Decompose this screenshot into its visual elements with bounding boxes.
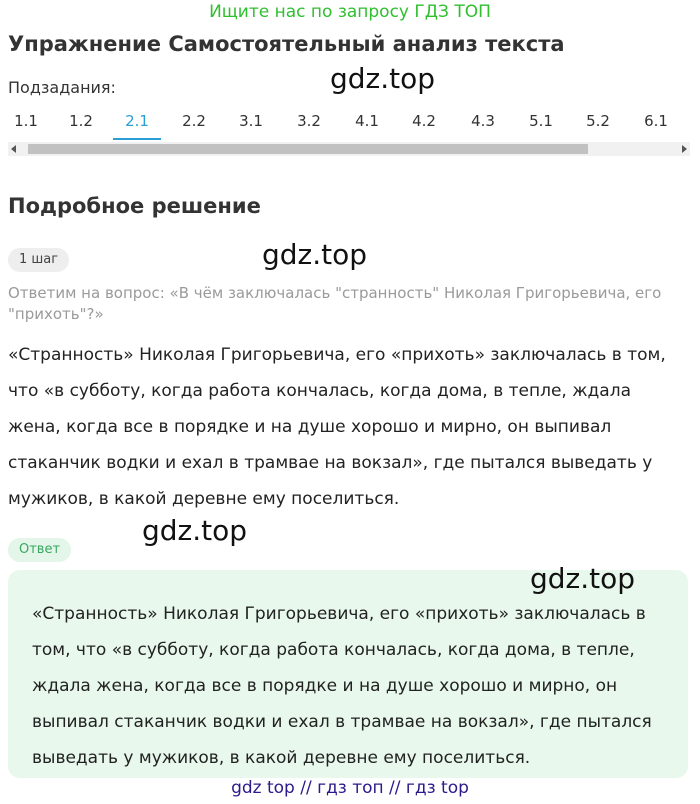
watermark: gdz.top	[530, 562, 636, 595]
search-banner: Ищите нас по запросу ГДЗ ТОП	[209, 2, 491, 22]
tab-6-1[interactable]: 6.1	[644, 112, 668, 130]
question-text: Ответим на вопрос: «В чём заключалась "странность" Николая Григорьевича, его "прихоть"?»	[8, 284, 662, 323]
answer-box	[8, 570, 688, 778]
tab-2-2[interactable]: 2.2	[182, 112, 206, 130]
scroll-right-icon[interactable]	[682, 145, 687, 153]
tab-3-2[interactable]: 3.2	[297, 112, 321, 130]
scroll-thumb[interactable]	[28, 144, 588, 154]
tab-5-2[interactable]: 5.2	[586, 112, 610, 130]
tab-4-1[interactable]: 4.1	[355, 112, 379, 130]
watermark: gdz.top	[142, 514, 248, 547]
answer-text: «Странность» Николая Григорьевича, его «прихоть» заключалась в том, что «в субботу, когда работа кончалась, когда дома, в тепле, ждала жена, когда все в порядке и на душе хорошо и мирно, он выпивал стаканчик водки и ехал в трамвае на вокзал», где пытался выведать у мужиков, в какой деревне ему поселиться.	[32, 604, 652, 768]
subtask-tabs	[0, 110, 700, 140]
tabs-scrollbar[interactable]	[8, 142, 690, 156]
tab-4-2[interactable]: 4.2	[412, 112, 436, 130]
subtasks-label: Подзадания:	[8, 78, 116, 97]
exercise-title: Упражнение Самостоятельный анализ текста	[8, 32, 565, 56]
answer-badge: Ответ	[8, 538, 71, 562]
tab-1-2[interactable]: 1.2	[69, 112, 93, 130]
scroll-left-icon[interactable]	[11, 145, 16, 153]
watermark: gdz.top	[262, 238, 368, 271]
watermark: gdz.top	[330, 62, 436, 95]
tab-3-1[interactable]: 3.1	[239, 112, 263, 130]
tab-2-1[interactable]: 2.1	[111, 110, 163, 140]
step-badge: 1 шаг	[8, 248, 69, 272]
footer-links: gdz top // гдз топ // гдз top	[231, 778, 469, 798]
tab-5-1[interactable]: 5.1	[529, 112, 553, 130]
section-title: Подробное решение	[8, 194, 261, 218]
tab-1-1[interactable]: 1.1	[14, 112, 38, 130]
solution-text: «Странность» Николая Григорьевича, его «прихоть» заключалась в том, что «в субботу, когда работа кончалась, когда дома, в тепле, ждала жена, когда все в порядке и на душе хорошо и мирно, он выпивал стаканчик водки и ехал в трамвае на вокзал», где пытался выведать у мужиков, в какой деревне ему поселиться.	[8, 345, 666, 509]
tab-4-3[interactable]: 4.3	[471, 112, 495, 130]
